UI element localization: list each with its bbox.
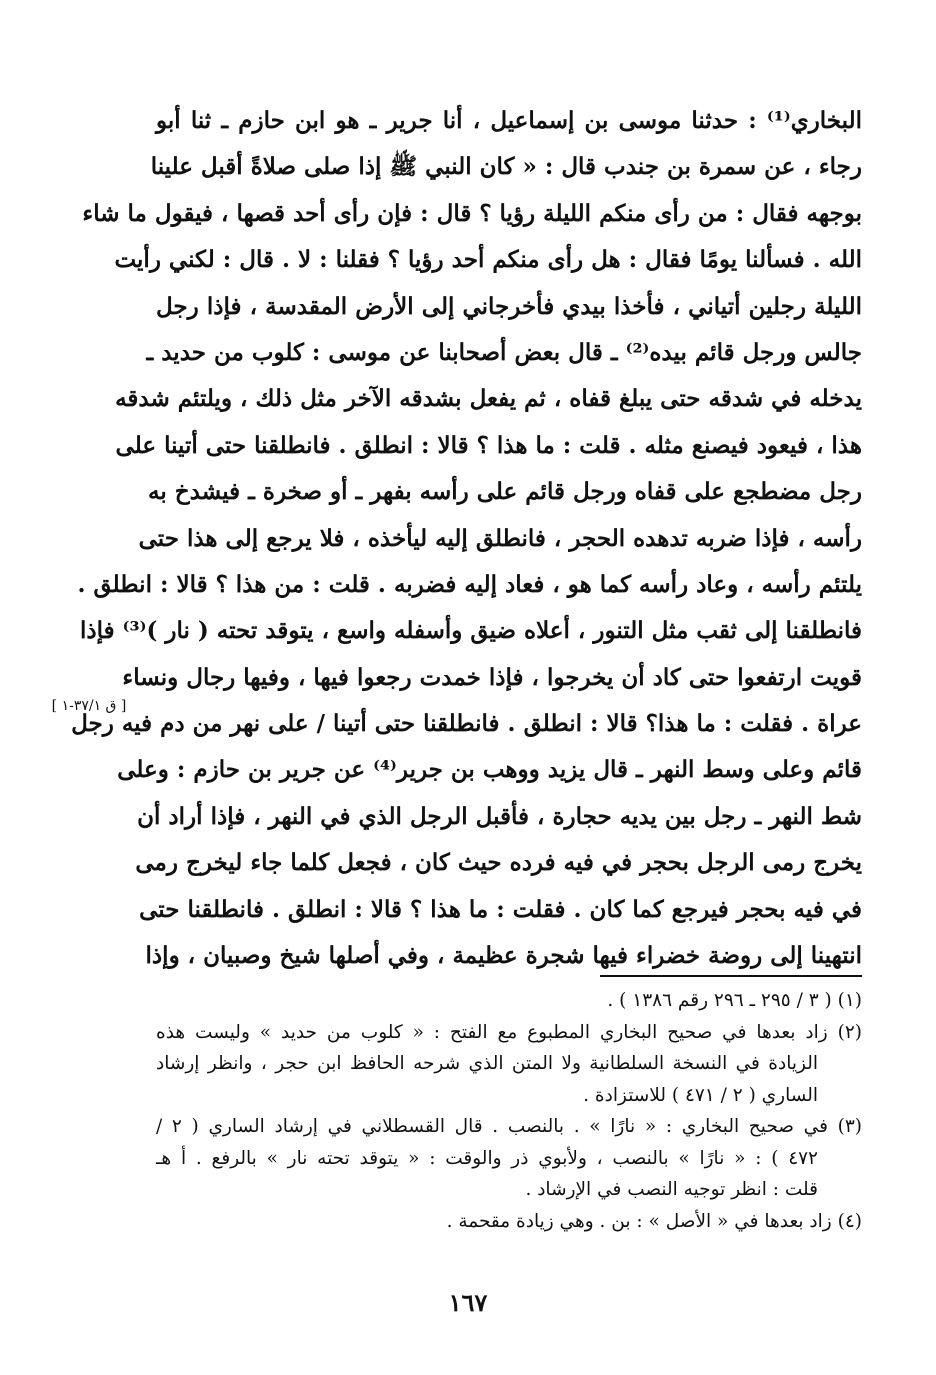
footnote-1	[156, 985, 862, 1017]
text-line: جالس ورجل قائم بيده⁽²⁾ ـ قال بعض أصحابنا عن موسى : كلوب من حديد ـ	[146, 338, 862, 366]
footnotes	[156, 985, 862, 1237]
text-line: هذا ، فيعود فيصنع مثله . قلت : ما هذا ؟ قالا : انطلق . فانطلقنا حتى أتينا على	[115, 431, 862, 459]
text-line: بوجهه فقال : من رأى منكم الليلة رؤيا ؟ قال : فإن رأى أحد قصها ، فيقول ما شاء	[82, 199, 862, 227]
text-line: يدخله في شدقه حتى يبلغ قفاه ، ثم يفعل بشدقه الآخر مثل ذلك ، ويلتئم شدقه	[115, 385, 862, 413]
text-line: الله . فسألنا يومًا فقال : هل رأى منكم أحد رؤيا ؟ فقلنا : لا . قال : لكني رأيت	[114, 246, 862, 274]
text-line: انتهينا إلى روضة خضراء فيها شجرة عظيمة ، وفي أصلها شيخ وصبيان ، وإذا	[145, 942, 862, 970]
text-line: شط النهر ـ رجل بين يديه حجارة ، فأقبل الرجل الذي في النهر ، فإذا أراد أن	[137, 802, 862, 830]
text-line: قائم وعلى وسط النهر ـ قال يزيد ووهب بن جرير⁽⁴⁾ عن جرير بن حازم : وعلى	[117, 756, 862, 784]
footnote-line: (٤) زاد بعدها في « الأصل » : بن . وهي زيادة مقحمة .	[446, 1210, 862, 1232]
text-line: يخرج رمى الرجل بحجر في فيه فرده حيث كان ، فجعل كلما جاء ليخرج رمى	[135, 849, 862, 877]
footnote-line: الزيادة في النسخة السلطانية ولا المتن الذي شرحه الحافظ ابن حجر ، وانظر إرشاد	[156, 1053, 818, 1074]
text-line: عراة . فقلت : ما هذا؟ قالا : انطلق . فانطلقنا حتى أتينا / على نهر من دم فيه رجل	[71, 710, 862, 738]
text-line: في فيه بحجر فيرجع كما كان . فقلت : ما هذا ؟ قالا : انطلق . فانطلقنا حتى	[139, 895, 862, 923]
footnote-line: الساري ( ٢ / ٤٧١ ) للاستزادة .	[583, 1084, 818, 1106]
text-line: قويت ارتفعوا حتى كاد أن يخرجوا ، فإذا خمدت رجعوا فيها ، وفيها رجال ونساء	[122, 663, 862, 691]
footnote-line: (٢) زاد بعدها في صحيح البخاري المطبوع مع الفتح : « كلوب من حديد » وليست هذه	[156, 1021, 862, 1043]
footnote-4	[156, 1206, 862, 1238]
text-line: رجل مضطجع على قفاه ورجل قائم على رأسه بفهر ـ أو صخرة ـ فيشدخ به	[148, 478, 862, 506]
footnote-2	[156, 1017, 862, 1112]
footnote-line: قلت : انظر توجيه النصب في الإرشاد .	[525, 1179, 818, 1200]
text-line: رأسه ، فإذا ضربه تدهده الحجر ، فانطلق إليه ليأخذه ، فلا يرجع إلى هذا حتى	[138, 524, 862, 552]
footnote-line: ٤٧٢ ) : « نارًا » بالنصب ، ولأبوي ذر والوقت : « يتوقد تحته نار » بالرفع . أ هـ	[156, 1147, 818, 1169]
footnote-separator	[600, 975, 862, 977]
manuscript-folio-note: [ ق ٣٧/١-١ ]	[51, 698, 127, 714]
footnote-line: (٣) في صحيح البخاري : « نارًا » . بالنصب . قال القسطلاني في إرشاد الساري ( ٢ /	[156, 1116, 862, 1137]
text-line: رجاء ، عن سمرة بن جندب قال : « كان النبي ﷺ إذا صلى صلاةً أقبل علينا	[150, 153, 862, 181]
text-line: يلتئم رأسه ، وعاد رأسه كما هو ، فعاد إليه فضربه . قلت : من هذا ؟ قالا : انطلق .	[77, 570, 862, 598]
page-number: ١٦٧	[448, 1288, 488, 1317]
text-line: البخاري⁽¹⁾ : حدثنا موسى بن إسماعيل ، أنا جرير ـ هو ابن حازم ـ ثنا أبو	[156, 107, 862, 134]
text-line: فانطلقنا إلى ثقب مثل التنور ، أعلاه ضيق وأسفله واسع ، يتوقد تحته ( نار )⁽³⁾ فإذا	[80, 617, 862, 645]
text-line: الليلة رجلين أتياني ، فأخذا بيدي فأخرجاني إلى الأرض المقدسة ، فإذا رجل	[156, 292, 862, 320]
footnote-3	[156, 1111, 862, 1206]
footnote-line: (١) ( ٣ / ٢٩٥ ـ ٢٩٦ رقم ١٣٨٦ ) .	[607, 990, 862, 1011]
